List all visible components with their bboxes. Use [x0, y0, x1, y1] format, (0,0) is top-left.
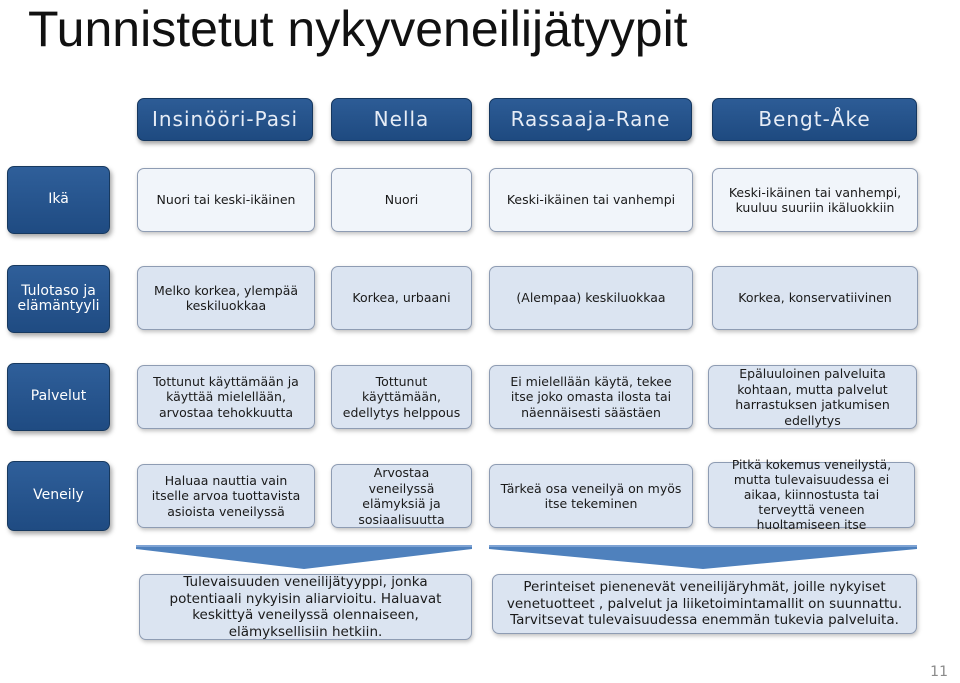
row-label-ika: Ikä [7, 166, 110, 234]
page-number: 11 [930, 664, 948, 680]
cell-veneily-nella: Arvostaa veneilyssä elämyksiä ja sosiaalisuutta [331, 464, 472, 528]
cell-veneily-rassaaja-rane: Tärkeä osa veneilyä on myös itse tekeminen [489, 464, 693, 528]
cell-palvelut-nella: Tottunut käyttämään, edellytys helppous [331, 365, 472, 429]
cell-ika-nella: Nuori [331, 168, 472, 232]
cell-ika-rassaaja-rane: Keski-ikäinen tai vanhempi [489, 168, 693, 232]
cell-tulotaso-bengt-ake: Korkea, konservatiivinen [712, 266, 918, 330]
row-label-veneily: Veneily [7, 461, 110, 531]
persona-header-bengt-ake: Bengt-Åke [712, 98, 917, 141]
page-title: Tunnistetut nykyveneilijätyypit [28, 1, 688, 57]
cell-tulotaso-insinoori-pasi: Melko korkea, ylempää keskiluokkaa [137, 266, 315, 330]
cell-veneily-bengt-ake: Pitkä kokemus veneilystä, mutta tulevaisuudessa ei aikaa, kiinnostusta tai terveyttä veneen huoltamiseen itse [708, 462, 915, 528]
cell-ika-insinoori-pasi: Nuori tai keski-ikäinen [137, 168, 315, 232]
cell-veneily-insinoori-pasi: Haluaa nauttia vain itselle arvoa tuottavista asioista veneilyssä [137, 464, 315, 528]
cell-palvelut-rassaaja-rane: Ei mielellään käytä, tekee itse joko omasta ilosta tai näennäisesti säästäen [489, 365, 693, 429]
persona-header-nella: Nella [331, 98, 472, 141]
bracket-left [136, 543, 472, 571]
cell-tulotaso-rassaaja-rane: (Alempaa) keskiluokkaa [489, 266, 693, 330]
summary-right: Perinteiset pienenevät veneilijäryhmät, joille nykyiset venetuotteet , palvelut ja liiketoimintamallit on suunnattu. Tarvitsevat tulevaisuudessa enemmän tukevia palveluita. [492, 574, 917, 634]
summary-left: Tulevaisuuden veneilijätyyppi, jonka potentiaali nykyisin aliarvioitu. Haluavat keskittyä veneilyssä olennaiseen, elämyksellisiin hetkiin. [139, 574, 472, 640]
row-label-palvelut: Palvelut [7, 363, 110, 431]
bracket-right [489, 543, 917, 571]
persona-header-insinoori-pasi: Insinööri-Pasi [137, 98, 313, 141]
cell-palvelut-insinoori-pasi: Tottunut käyttämään ja käyttää mielellään, arvostaa tehokkuutta [137, 365, 315, 429]
row-label-tulotaso: Tulotaso ja elämäntyyli [7, 265, 110, 333]
cell-ika-bengt-ake: Keski-ikäinen tai vanhempi, kuuluu suuriin ikäluokkiin [712, 168, 918, 232]
cell-palvelut-bengt-ake: Epäluuloinen palveluita kohtaan, mutta palvelut harrastuksen jatkumisen edellytys [708, 365, 917, 429]
cell-tulotaso-nella: Korkea, urbaani [331, 266, 472, 330]
persona-header-rassaaja-rane: Rassaaja-Rane [489, 98, 692, 141]
